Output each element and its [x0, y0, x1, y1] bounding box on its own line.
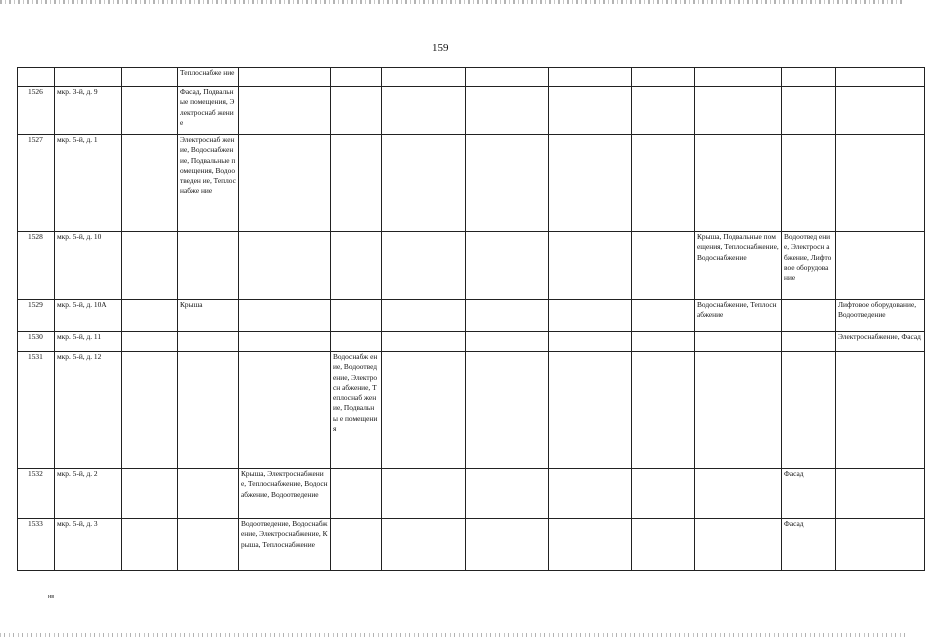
- table-cell: [836, 135, 925, 232]
- table-cell: [549, 519, 632, 571]
- table-cell: [122, 87, 178, 135]
- table-row: [18, 68, 925, 87]
- table-cell: [836, 352, 925, 469]
- table-cell: [331, 135, 382, 232]
- table-cell: [331, 469, 382, 519]
- table-cell: [239, 87, 331, 135]
- address-cell: мкр. 5-й, д. 10: [55, 232, 122, 300]
- table-cell: [331, 68, 382, 87]
- row-number: 1533: [18, 519, 55, 571]
- row-number: 1529: [18, 300, 55, 332]
- table-cell: [549, 300, 632, 332]
- table-cell: [122, 332, 178, 352]
- table-cell: [695, 352, 782, 469]
- table-cell: [632, 300, 695, 332]
- address-cell: мкр. 5-й, д. 2: [55, 469, 122, 519]
- table-cell: [549, 469, 632, 519]
- table-cell: [466, 352, 549, 469]
- table-cell: Водоотвед ение, Электросн абжение, Лифтовое оборудова ние: [782, 232, 836, 300]
- table-cell: [122, 68, 178, 87]
- table-cell: [836, 519, 925, 571]
- page-number: 159: [432, 42, 449, 54]
- table-row: [18, 135, 925, 232]
- table-cell: [382, 332, 466, 352]
- table-row: [18, 87, 925, 135]
- table-cell: [549, 68, 632, 87]
- table-cell: [382, 352, 466, 469]
- table-cell: [466, 68, 549, 87]
- table-cell: [549, 87, 632, 135]
- table-cell: [239, 332, 331, 352]
- table-cell: [122, 469, 178, 519]
- table-cell: [239, 352, 331, 469]
- table-cell: [178, 469, 239, 519]
- row-number: 1527: [18, 135, 55, 232]
- table-row: [18, 469, 925, 519]
- scan-edge-top: [0, 0, 905, 4]
- row-number: 1526: [18, 87, 55, 135]
- table-cell: [782, 300, 836, 332]
- table-cell: [632, 135, 695, 232]
- table-cell: [382, 135, 466, 232]
- table-cell: [549, 232, 632, 300]
- table-row: [18, 519, 925, 571]
- table-cell: [122, 519, 178, 571]
- table-cell: [632, 352, 695, 469]
- table-cell: [695, 87, 782, 135]
- address-cell: мкр. 5-й, д. 10А: [55, 300, 122, 332]
- table-cell: [382, 232, 466, 300]
- table-cell: [382, 300, 466, 332]
- table-cell: [331, 232, 382, 300]
- table-row: [18, 332, 925, 352]
- table-cell: [782, 68, 836, 87]
- scan-edge-bottom: [0, 633, 905, 637]
- table-cell: Теплоснабже ние: [178, 68, 239, 87]
- table-cell: [632, 87, 695, 135]
- table-cell: [331, 300, 382, 332]
- table-cell: [382, 519, 466, 571]
- address-cell: мкр. 3-й, д. 9: [55, 87, 122, 135]
- table-cell: [632, 232, 695, 300]
- table-cell: [466, 87, 549, 135]
- table-cell: [549, 135, 632, 232]
- table-cell: [466, 332, 549, 352]
- table-cell: [836, 469, 925, 519]
- row-number: 1532: [18, 469, 55, 519]
- table-cell: [695, 519, 782, 571]
- table-cell: Лифтовое оборудование, Водоотведение: [836, 300, 925, 332]
- table-cell: [695, 68, 782, 87]
- table-cell: [122, 352, 178, 469]
- table-row: [18, 352, 925, 469]
- table-cell: Крыша: [178, 300, 239, 332]
- table-cell: [695, 332, 782, 352]
- table-row: [18, 232, 925, 300]
- table-cell: Фасад: [782, 469, 836, 519]
- table-cell: [239, 300, 331, 332]
- table-row: [18, 300, 925, 332]
- table-cell: [382, 87, 466, 135]
- row-number: 1530: [18, 332, 55, 352]
- table-cell: [382, 469, 466, 519]
- table-cell: [632, 68, 695, 87]
- table-cell: [782, 352, 836, 469]
- row-number: 1528: [18, 232, 55, 300]
- row-number: 1531: [18, 352, 55, 469]
- address-cell: мкр. 5-й, д. 1: [55, 135, 122, 232]
- table-cell: [632, 519, 695, 571]
- table-cell: [782, 87, 836, 135]
- address-cell: мкр. 5-й, д. 11: [55, 332, 122, 352]
- table-cell: Электроснабжение, Фасад: [836, 332, 925, 352]
- table-cell: [695, 469, 782, 519]
- table-cell: Водоснабж ение, Водоотвед ение, Электросн абжение, Теплоснаб жение, Подвальны е помещени я: [331, 352, 382, 469]
- table-cell: [466, 232, 549, 300]
- table-cell: Фасад, Подвальные помещения, Электроснаб жение: [178, 87, 239, 135]
- table-cell: [122, 300, 178, 332]
- table-cell: Электроснаб жение, Водоснабжен ие, Подвальные помещения, Водоотведен ие, Теплоснабже ние: [178, 135, 239, 232]
- table-cell: [331, 519, 382, 571]
- table-cell: [695, 135, 782, 232]
- table-cell: [632, 469, 695, 519]
- table-cell: [466, 469, 549, 519]
- table-cell: [836, 232, 925, 300]
- table-cell: [782, 135, 836, 232]
- table-cell: [466, 300, 549, 332]
- table-cell: [122, 232, 178, 300]
- table-cell: [549, 352, 632, 469]
- table-cell: [466, 519, 549, 571]
- table-cell: [122, 135, 178, 232]
- table-cell: [178, 232, 239, 300]
- table-cell: [178, 332, 239, 352]
- table-cell: [331, 332, 382, 352]
- table-cell: [331, 87, 382, 135]
- table-cell: [782, 332, 836, 352]
- table-cell: [239, 68, 331, 87]
- footer-mark: нв: [48, 594, 55, 600]
- table-cell: [239, 135, 331, 232]
- address-cell: [55, 68, 122, 87]
- table-cell: [178, 519, 239, 571]
- table-cell: Крыша, Подвальные помещения, Теплоснабжение, Водоснабжение: [695, 232, 782, 300]
- table-cell: [382, 68, 466, 87]
- table-cell: [239, 232, 331, 300]
- table-cell: Крыша, Электроснабжение, Теплоснабжение, Водоснабжение, Водоотведение: [239, 469, 331, 519]
- address-cell: мкр. 5-й, д. 12: [55, 352, 122, 469]
- table-cell: Водоотведение, Водоснабжение, Электроснабжение, Крыша, Теплоснабжение: [239, 519, 331, 571]
- table-cell: [549, 332, 632, 352]
- table-cell: [836, 87, 925, 135]
- registry-table: [17, 67, 925, 571]
- address-cell: мкр. 5-й, д. 3: [55, 519, 122, 571]
- table-cell: Фасад: [782, 519, 836, 571]
- table-cell: [632, 332, 695, 352]
- table-cell: [836, 68, 925, 87]
- table-cell: [178, 352, 239, 469]
- table-cell: [466, 135, 549, 232]
- table-cell: Водоснабжение, Теплоснабжение: [695, 300, 782, 332]
- row-number: [18, 68, 55, 87]
